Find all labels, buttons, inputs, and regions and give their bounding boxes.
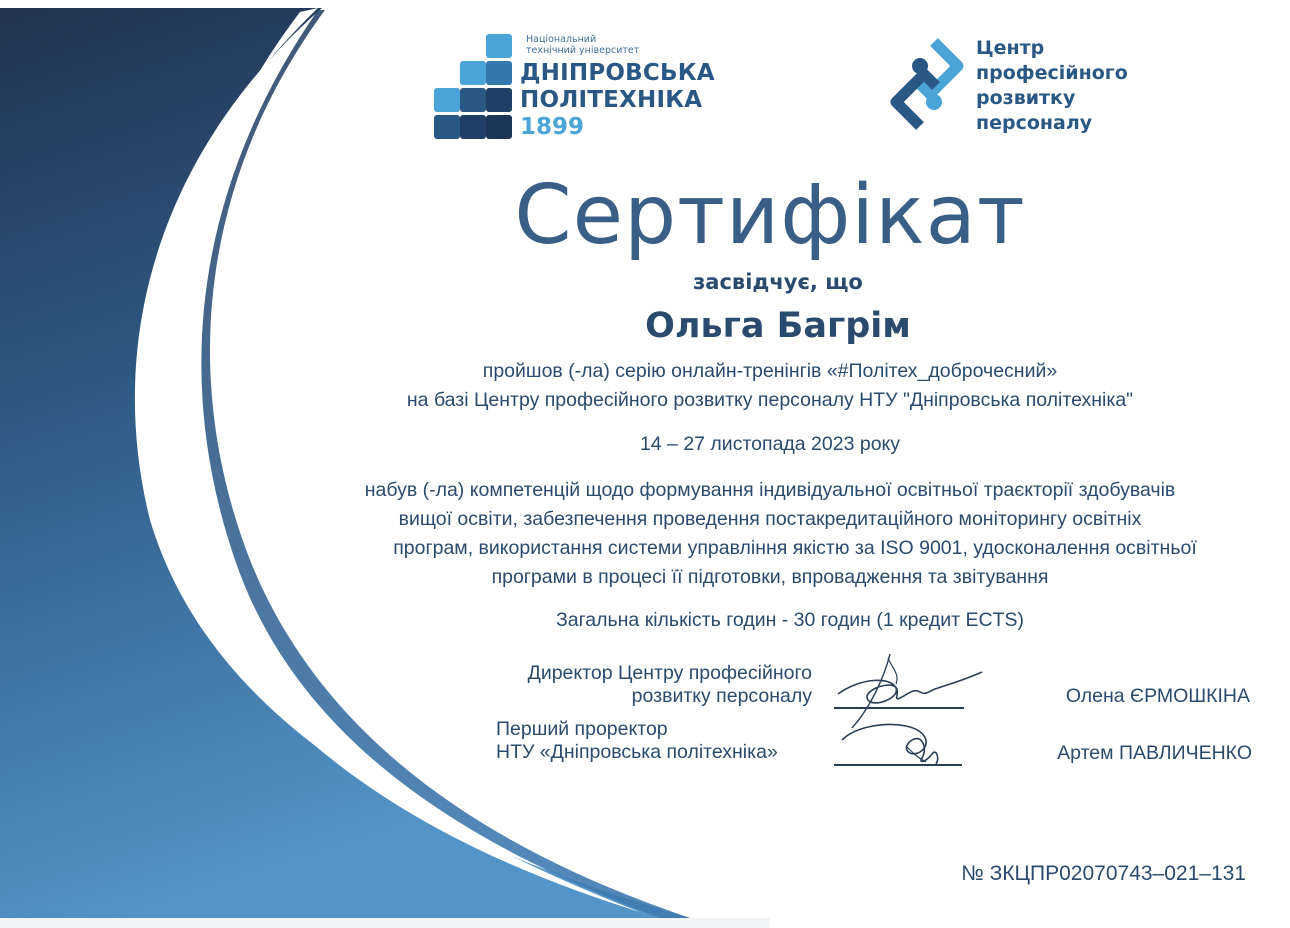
competencies-line-3: програм, використання системи управління якістю за ISO 9001, удосконалення освітньої [393,537,1197,559]
certificate-title: Сертифікат [514,168,1026,263]
signatory-role-1-line-2: розвитку персоналу [631,685,812,707]
certificate-number: № ЗКЦПР02070743–021–131 [961,862,1246,885]
signature-line-1 [834,707,964,709]
training-dates: 14 – 27 листопада 2023 року [639,433,901,455]
university-name-line-1: ДНІПРОВСЬКА [520,60,715,86]
competencies-line-2: вищої освіти, забезпечення проведення постакредитаційного моніторингу освітніх [398,508,1142,530]
signatory-role-2-line-2: НТУ «Дніпровська політехніка» [496,741,778,763]
center-name-line-1: Центр [976,37,1045,59]
signatory-name-1: Олена ЄРМОШКІНА [1065,685,1250,707]
institution-line: на базі Центру професійного розвитку персоналу НТУ "Дніпровська політехніка" [406,389,1134,411]
certifies-text: засвідчує, що [693,270,863,294]
university-logo [434,32,724,142]
center-name-line-4: персоналу [976,112,1093,134]
signatory-role-2-line-1: Перший проректор [496,718,668,740]
signature-1-image [830,648,990,728]
university-year: 1899 [520,114,585,140]
center-logo [890,36,1150,136]
signatory-role-1-line-1: Директор Центру професійного [527,662,812,684]
university-cubes-icon [434,34,518,142]
signature-line-2 [834,764,962,766]
center-chain-icon [890,36,964,132]
competencies-line-4: програми в процесі її підготовки, впровадження та звітування [491,566,1049,588]
signatory-role-2 [480,718,828,764]
center-name-line-2: професійного [976,62,1128,84]
total-hours: Загальна кількість годин - 30 годин (1 кредит ECTS) [555,609,1025,631]
training-line: пройшов (-ла) серію онлайн-тренінгів «#Політех_доброчесний» [482,360,1058,382]
competencies-line-1: набув (-ла) компетенцій щодо формування індивідуальної освітньої траєкторії здобувачів [364,479,1176,501]
university-name-line-2: ПОЛІТЕХНІКА [520,87,703,113]
center-name-line-3: розвитку [976,87,1076,109]
signatory-role-1 [420,662,812,708]
signature-2-image [836,718,956,770]
university-small-line-2: технічний університет [526,45,640,56]
recipient-name: Ольга Багрім [645,306,911,346]
signatory-name-2: Артем ПАВЛИЧЕНКО [1057,742,1252,764]
university-small-line-1: Національний [526,34,597,45]
